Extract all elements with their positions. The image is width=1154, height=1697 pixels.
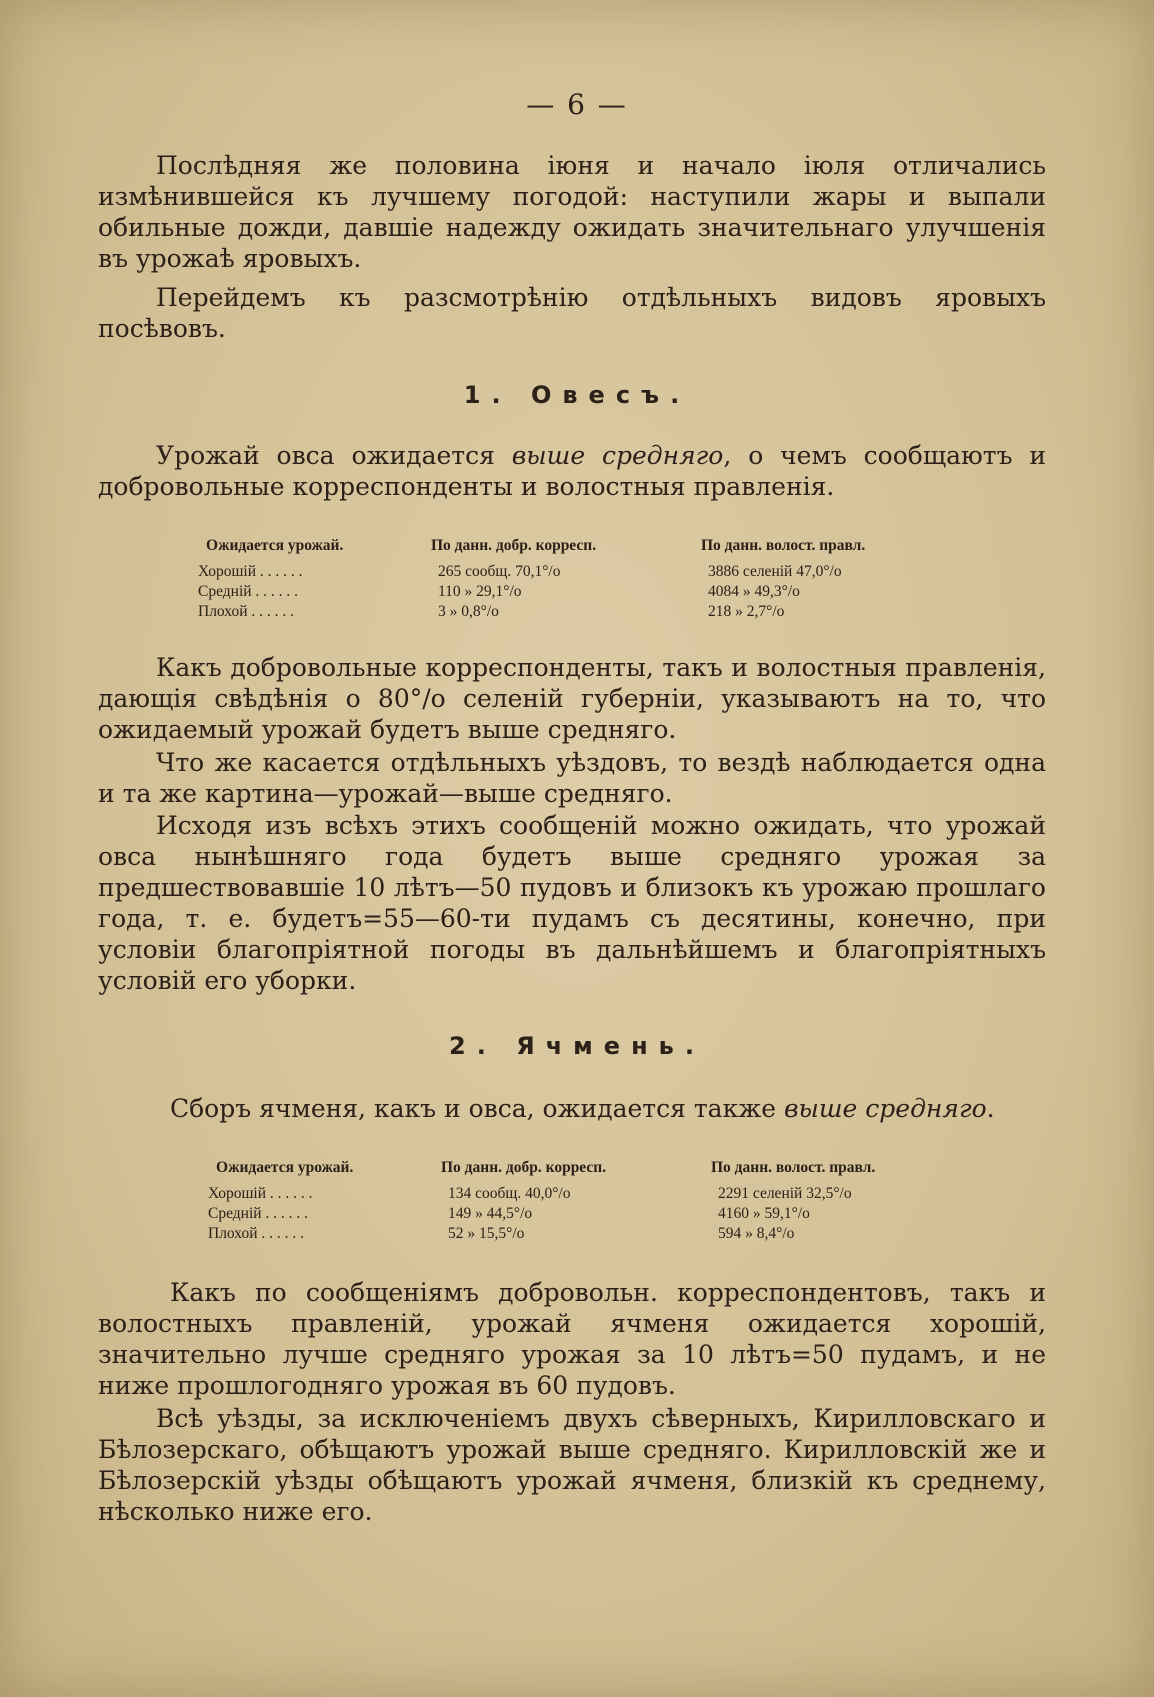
paragraph-oats-intro: Урожай овса ожидается выше средняго, о чемъ сообщаютъ и добровольные корреспонденты и волостныя правленія. — [98, 441, 1047, 501]
table-cell: Средній . . . . . . — [208, 1205, 309, 1222]
heading-barley: 2. Ячмень. — [449, 1032, 705, 1060]
paragraph-transition: Перейдемъ къ разсмотрѣнію отдѣльныхъ видовъ яровыхъ посѣвовъ. — [98, 283, 1046, 343]
table-row — [208, 1184, 988, 1204]
paragraph-barley-summary: Какъ по сообщеніямъ добровольн. корреспондентовъ, такъ и волостныхъ правленій, урожай ячменя ожидается хорошій, значительно лучше средняго урожая за 10 лѣтъ=50 пудамъ, и не ниже прошлогодняго урожая въ 60 пудовъ. — [98, 1278, 1046, 1400]
barley-table — [208, 1158, 988, 1244]
table-cell: 52 » 15,5°/о — [448, 1225, 525, 1242]
table-cell: Плохой . . . . . . — [208, 1225, 304, 1242]
page-number: — 6 — — [526, 88, 628, 121]
table-cell: 4160 » 59,1°/о — [718, 1205, 810, 1222]
paragraph-weather: Послѣдняя же половина іюня и начало іюля отличались измѣнившейся къ лучшему погодой: наступили жары и выпали обильные дожди, давшіе надежду ожидать значительнаго улучшенія въ урожаѣ яровыхъ. — [98, 151, 1046, 273]
heading-oats: 1. Овесъ. — [463, 381, 691, 409]
table-row — [198, 562, 978, 582]
table-header-cell: По данн. волост. правл. — [711, 1159, 876, 1176]
paragraph-barley-intro: Сборъ ячменя, какъ и овса, ожидается также выше средняго. — [170, 1094, 995, 1123]
table-cell: 265 сообщ. 70,1°/о — [438, 563, 561, 580]
table-header-cell: Ожидается урожай. — [216, 1159, 354, 1176]
table-cell: 110 » 29,1°/о — [438, 583, 522, 600]
paragraph-oats-summary: Какъ добровольные корреспонденты, такъ и волостныя правленія, дающія свѣдѣнія о 80°/о селеній губерніи, указываютъ на то, что ожидаемый урожай будетъ выше средняго. — [98, 653, 1046, 744]
table-cell: 2291 селеній 32,5°/о — [718, 1185, 852, 1202]
paragraph-oats-districts: Что же касается отдѣльныхъ уѣздовъ, то вездѣ наблюдается одна и та же картина—урожай—выше средняго. — [98, 748, 1046, 808]
table-header-cell: По данн. добр. корресп. — [441, 1159, 607, 1176]
table-cell: 3886 селеній 47,0°/о — [708, 563, 842, 580]
table-row — [198, 582, 978, 602]
table-cell: 134 сообщ. 40,0°/о — [448, 1185, 571, 1202]
table-cell: Плохой . . . . . . — [198, 603, 294, 620]
paragraph-barley-districts: Всѣ уѣзды, за исключеніемъ двухъ сѣверныхъ, Кирилловскаго и Бѣлозерскаго, обѣщаютъ урожай выше средняго. Кирилловскій же и Бѣлозерскій уѣзды обѣщаютъ урожай ячменя, близкій къ среднему, нѣсколько ниже его. — [98, 1404, 1046, 1526]
table-cell: Средній . . . . . . — [198, 583, 299, 600]
table-header-cell: Ожидается урожай. — [206, 537, 344, 554]
table-header-cell: По данн. волост. правл. — [701, 537, 866, 554]
table-header-row — [198, 536, 978, 562]
table-cell: 3 » 0,8°/о — [438, 603, 499, 620]
table-header-cell: По данн. добр. корресп. — [431, 537, 597, 554]
table-row — [198, 602, 978, 622]
oats-table — [198, 536, 978, 622]
table-cell: 594 » 8,4°/о — [718, 1225, 795, 1242]
table-cell: 4084 » 49,3°/о — [708, 583, 800, 600]
paragraph-oats-forecast: Исходя изъ всѣхъ этихъ сообщеній можно ожидать, что урожай овса нынѣшняго года будетъ выше средняго урожая за предшествовавшіе 10 лѣтъ—50 пудовъ и близокъ къ урожаю прошлаго года, т. е. будетъ=55—60-ти пудамъ съ десятины, конечно, при условіи благопріятной погоды въ дальнѣйшемъ и благопріятныхъ условій его уборки. — [98, 811, 1046, 995]
table-cell: 149 » 44,5°/о — [448, 1205, 533, 1222]
table-header-row — [208, 1158, 988, 1184]
table-cell: Хорошій . . . . . . — [208, 1185, 313, 1202]
table-row — [208, 1204, 988, 1224]
table-row — [208, 1224, 988, 1244]
table-cell: Хорошій . . . . . . — [198, 563, 303, 580]
table-cell: 218 » 2,7°/о — [708, 603, 785, 620]
